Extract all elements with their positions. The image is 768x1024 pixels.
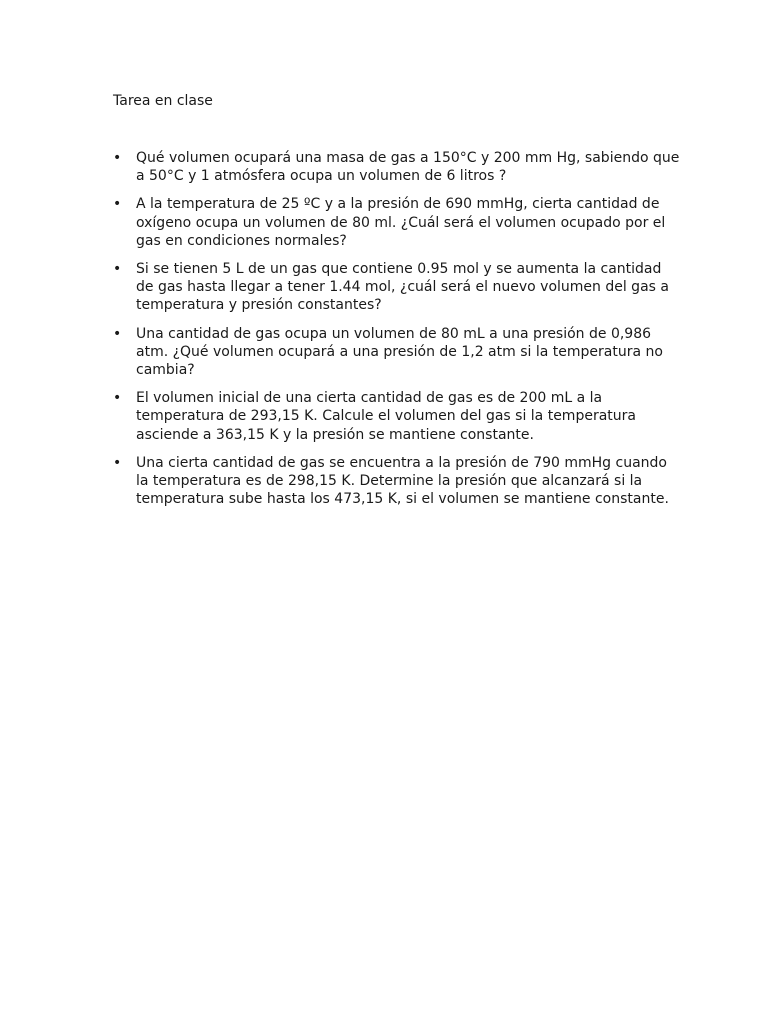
exercise-text: Qué volumen ocupará una masa de gas a 150°C y 200 mm Hg, sabiendo que a 50°C y 1 atmósfera ocupa un volumen de 6 litros ?	[136, 150, 680, 185]
list-item	[113, 454, 683, 509]
exercise-text: Una cantidad de gas ocupa un volumen de 80 mL a una presión de 0,986 atm. ¿Qué volumen ocupará a una presión de 1,2 atm si la temperatura no cambia?	[136, 325, 663, 379]
exercise-text: El volumen inicial de una cierta cantidad de gas es de 200 mL a la temperatura de 293,15 K. Calcule el volumen del gas si la temperatura asciende a 363,15 K y la presión se mantiene constante.	[136, 390, 636, 443]
bullet-icon: •	[113, 390, 122, 407]
list-item	[113, 325, 683, 380]
list-item	[113, 260, 683, 315]
bullet-icon: •	[113, 454, 122, 471]
document-title: Tarea en clase	[113, 93, 213, 109]
exercise-text: A la temperatura de 25 ºC y a la presión de 690 mmHg, cierta cantidad de oxígeno ocupa un volumen de 80 ml. ¿Cuál será el volumen ocupado por el gas en condiciones normales?	[136, 196, 666, 249]
exercise-text: Si se tienen 5 L de un gas que contiene 0.95 mol y se aumenta la cantidad de gas hasta llegar a tener 1.44 mol, ¿cuál será el nuevo volumen del gas a temperatura y presión constantes?	[136, 261, 669, 314]
list-item	[113, 195, 683, 250]
exercise-text: Una cierta cantidad de gas se encuentra a la presión de 790 mmHg cuando la temperatura es de 298,15 K. Determine la presión que alcanzará si la temperatura sube hasta los 473,15 K, si el volumen se mantiene constante.	[136, 454, 669, 508]
exercise-list	[113, 149, 683, 518]
bullet-icon: •	[113, 261, 122, 278]
bullet-icon: •	[113, 196, 122, 213]
bullet-icon: •	[113, 325, 122, 342]
bullet-icon: •	[113, 150, 122, 166]
list-item	[113, 389, 683, 444]
list-item	[113, 149, 683, 185]
